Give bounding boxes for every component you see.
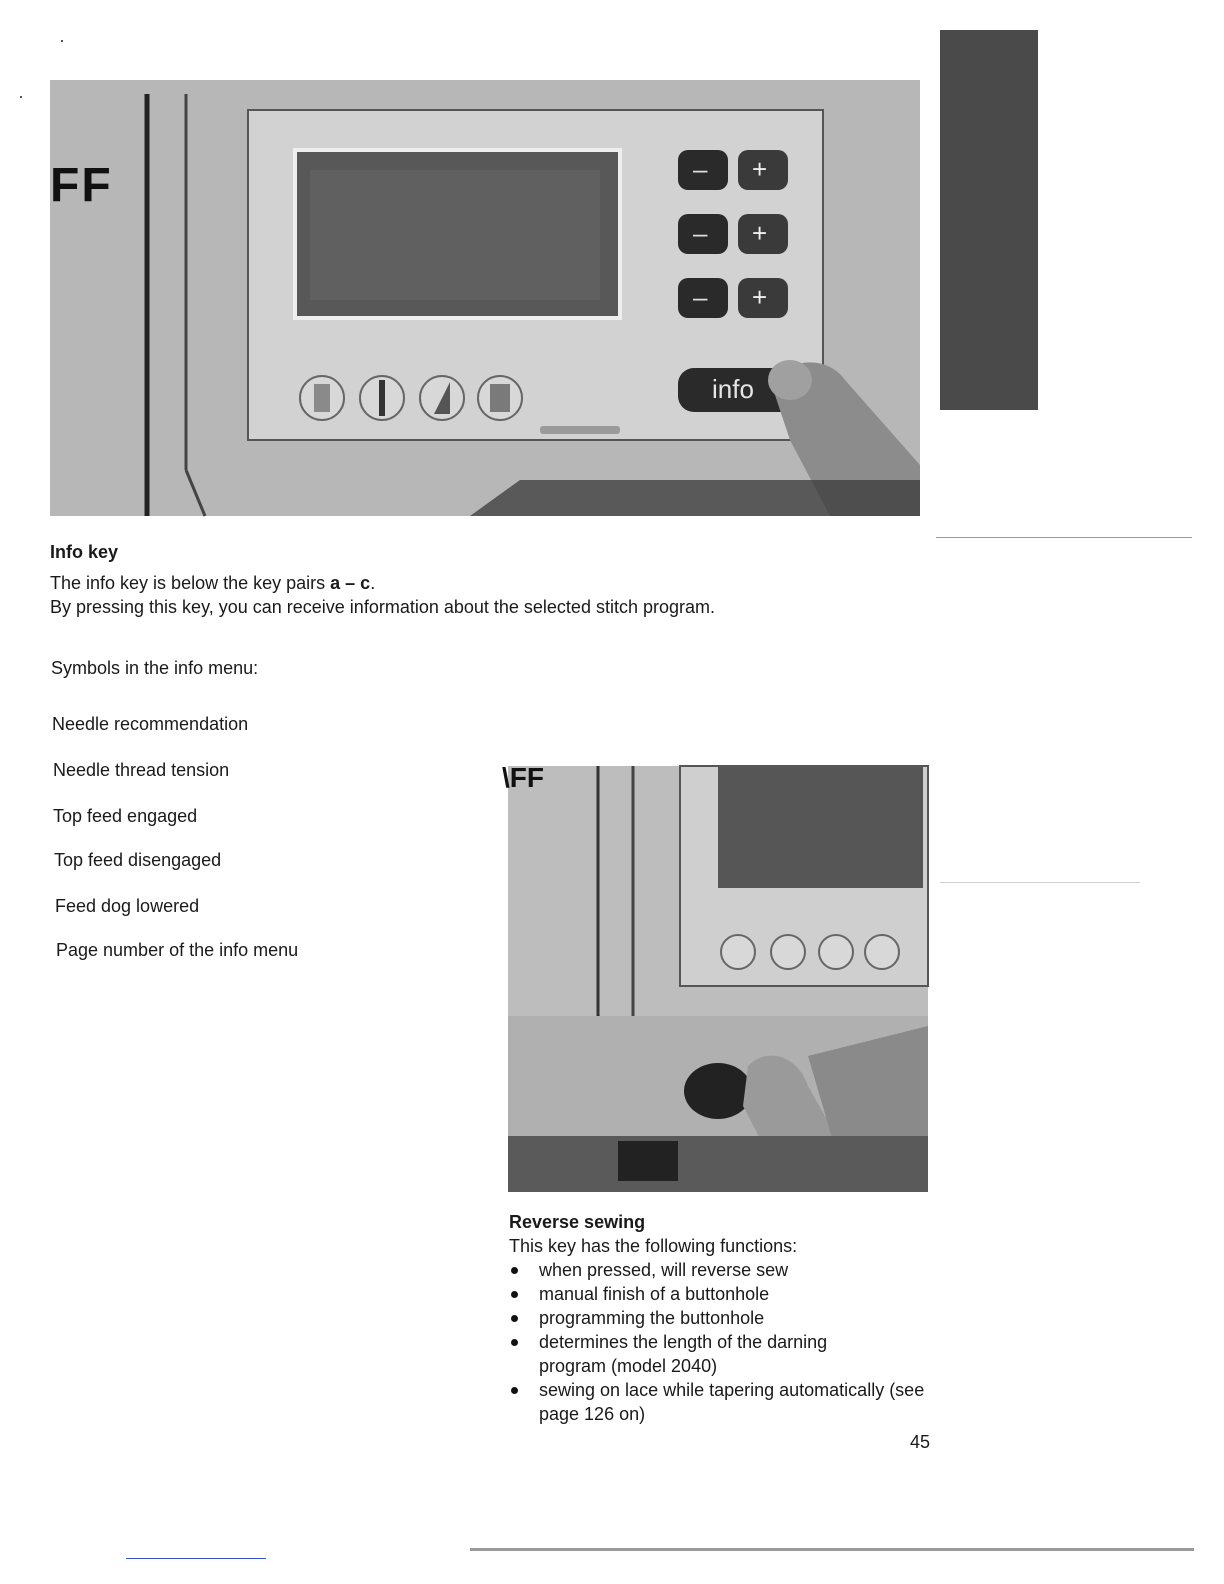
info-key-label: info — [712, 374, 754, 404]
list-item-text: programming the buttonhole — [539, 1308, 765, 1328]
plus-label: + — [752, 218, 768, 248]
scan-rule — [470, 1548, 1194, 1551]
symbol-needle-recommendation: Needle recommendation — [52, 714, 249, 734]
key-range: a – c — [330, 573, 371, 593]
scan-rule — [936, 537, 1192, 538]
plus-label: + — [752, 154, 768, 184]
symbols-intro: Symbols in the info menu: — [51, 658, 259, 678]
symbol-page-number: Page number of the info menu — [56, 940, 299, 960]
bullet-icon — [511, 1339, 518, 1346]
symbol-feed-dog-lowered: Feed dog lowered — [55, 896, 200, 916]
plus-label: + — [752, 282, 768, 312]
symbol-needle-thread-tension: Needle thread tension — [53, 760, 230, 780]
line1-prefix: The info key is below the key pairs — [50, 573, 331, 593]
symbol-top-feed-engaged: Top feed engaged — [53, 806, 198, 826]
control-panel-photo — [50, 80, 920, 516]
symbol-top-feed-disengaged: Top feed disengaged — [54, 850, 222, 870]
reverse-key — [684, 1063, 752, 1119]
minus-label: – — [693, 154, 708, 184]
list-item-text: sewing on lace while tapering automatically (see page 126 on) — [539, 1380, 925, 1424]
list-item — [509, 1282, 929, 1306]
scan-rule — [940, 882, 1140, 883]
scan-speck — [20, 96, 22, 98]
info-key-description-line1 — [50, 571, 375, 595]
bullet-icon — [511, 1387, 518, 1394]
page-number: 45 — [910, 1432, 931, 1452]
bullet-icon — [511, 1291, 518, 1298]
scan-speck — [61, 40, 63, 42]
line1-suffix: . — [370, 573, 376, 593]
reverse-key-photo — [502, 762, 928, 1192]
list-item — [509, 1258, 929, 1282]
control-panel-illustration — [50, 80, 920, 516]
section-heading-reverse-sewing: Reverse sewing — [509, 1212, 646, 1232]
list-item — [509, 1330, 899, 1378]
reverse-sewing-functions — [509, 1258, 929, 1426]
list-item-text: manual finish of a buttonhole — [539, 1284, 770, 1304]
brand-fragment: FF — [50, 159, 113, 212]
reverse-key-illustration — [508, 766, 928, 1192]
reverse-sewing-intro: This key has the following functions: — [509, 1236, 798, 1256]
section-heading-info-key: Info key — [50, 542, 119, 562]
list-item-text: determines the length of the darning program (model 2040) — [539, 1332, 828, 1376]
info-key-description-line2: By pressing this key, you can receive information about the selected stitch program. — [50, 597, 715, 617]
list-item — [509, 1378, 939, 1426]
list-item-text: when pressed, will reverse sew — [539, 1260, 789, 1280]
minus-label: – — [693, 218, 708, 248]
bullet-icon — [511, 1267, 518, 1274]
thumb-tab — [940, 30, 1038, 410]
bullet-icon — [511, 1315, 518, 1322]
minus-label: – — [693, 282, 708, 312]
scan-rule — [126, 1558, 266, 1559]
brand-fragment: \FF — [502, 762, 544, 793]
list-item — [509, 1306, 929, 1330]
